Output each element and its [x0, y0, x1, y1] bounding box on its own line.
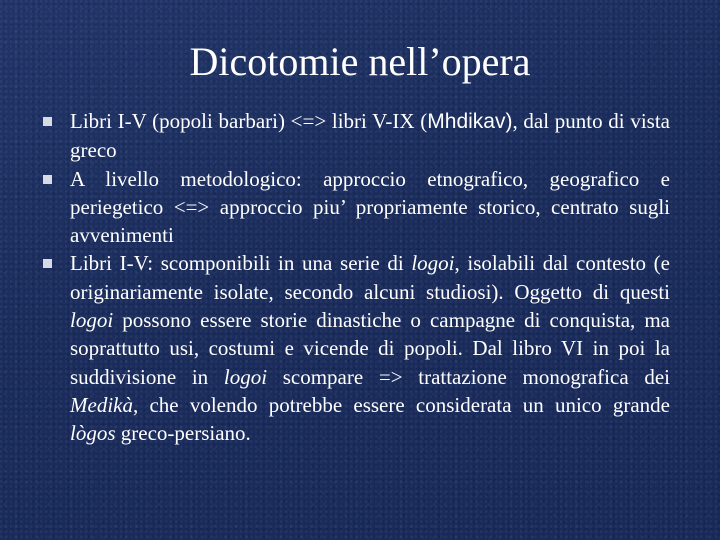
bullet-text: possono essere storie dinastiche o campagne di conquista, ma soprattutto usi, costumi e vicende di popoli. Dal libro VI in poi la suddivisione in: [70, 308, 670, 389]
bullet-text: , che volendo potrebbe essere considerata un unico grande: [132, 392, 670, 417]
italic-term: logoi: [70, 308, 114, 333]
bullet-text: greco-persiano.: [115, 421, 251, 446]
italic-term: logoi: [223, 364, 268, 389]
square-bullet-icon: [43, 175, 52, 184]
bullet-text: , isolabili dal contesto (e originariamente isolate, secondo alcuni studiosi). Oggetto di questi: [70, 251, 670, 304]
bullet-text: Libri I-V: scomponibili in una serie di: [70, 251, 412, 276]
bullet-list: [40, 107, 670, 448]
square-bullet-icon: [43, 259, 52, 268]
bullet-text: scompare => trattazione monografica dei: [267, 364, 670, 389]
bullet-text: , dal punto di vista greco: [70, 109, 670, 163]
italic-term: logoi: [411, 251, 455, 276]
bullet-item-3: [40, 249, 670, 447]
bullet-text: Libri I-V (popoli barbari) <=> libri V-IX (: [70, 109, 428, 133]
greek-term: Mhdikav): [427, 110, 513, 133]
italic-term: Medikà: [70, 392, 133, 417]
bullet-item-1: [40, 107, 670, 165]
bullet-item-2: [40, 165, 670, 250]
bullet-text: A livello metodologico: approccio etnografico, geografico e periegetico <=> approccio piu’ propriamente storico, centrato sugli avvenimenti: [70, 166, 670, 248]
italic-term: lògos: [70, 421, 116, 446]
slide-title: Dicotomie nell’opera: [189, 39, 531, 84]
square-bullet-icon: [43, 117, 52, 126]
